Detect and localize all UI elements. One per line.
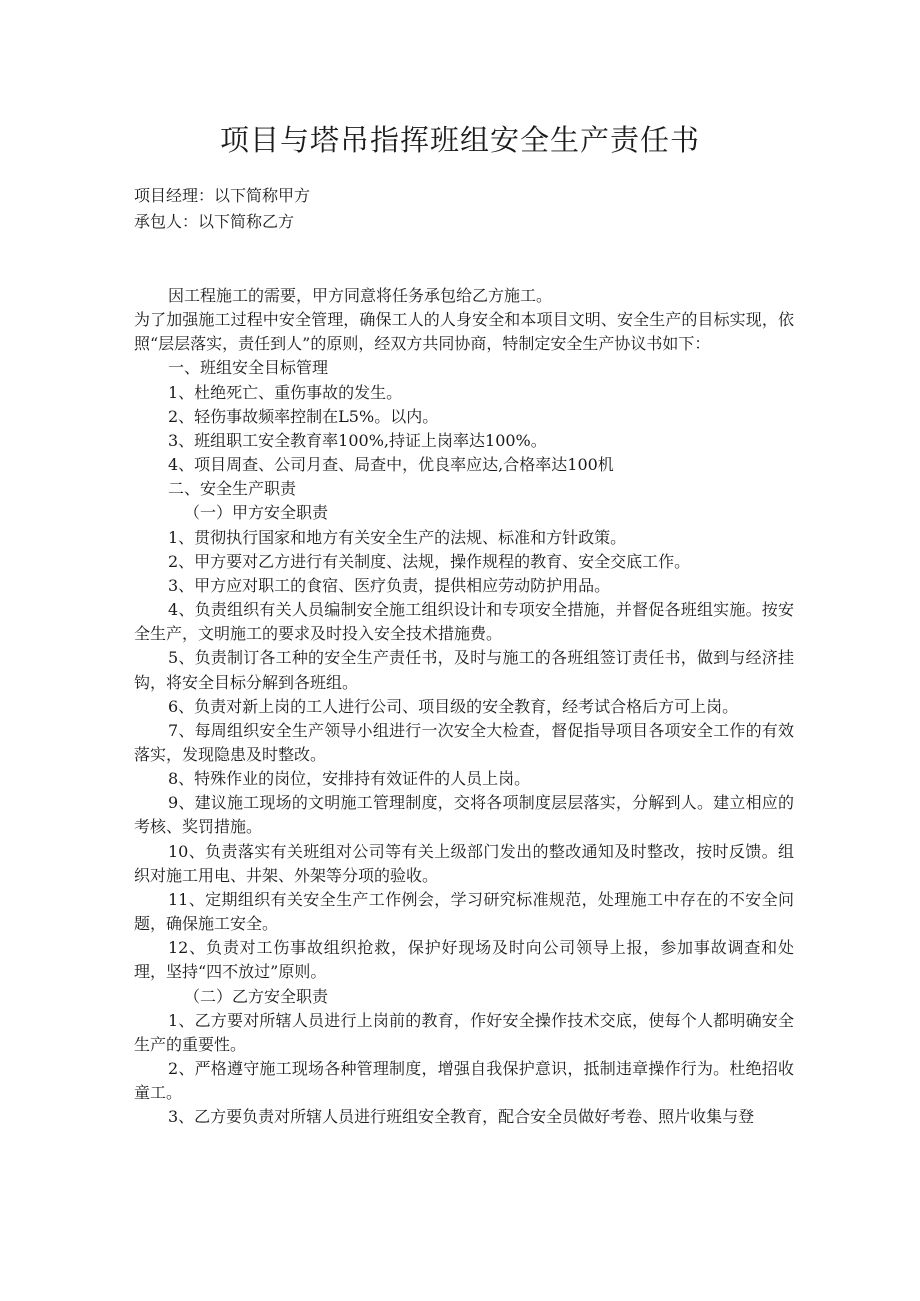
party-a-duty-item: 8、特殊作业的岗位，安排持有效证件的人员上岗。	[168, 769, 531, 789]
party-a-duty-item: 12、负责对工伤事故组织抢救，保护好现场及时向公司领导上报，参加事故调查和处理，坚持“四不放过”原则。	[134, 938, 794, 982]
goal-item: 2、轻伤事故频率控制在L5%。以内。	[168, 406, 439, 426]
party-a-duty-item: 11、定期组织有关安全生产工作例会，学习研究标准规范，处理施工中存在的不安全问题，确保施工安全。	[134, 889, 794, 934]
section-heading-goals: 一、班组安全目标管理	[168, 358, 329, 378]
party-a-duty-item: 3、甲方应对职工的食宿、医疗负责，提供相应劳动防护用品。	[168, 575, 611, 595]
party-a-line: 项目经理：以下简称甲方	[134, 186, 311, 205]
goal-item: 3、班组职工安全教育率100%,持证上岗率达100%。	[168, 430, 547, 450]
parties-block	[134, 183, 794, 235]
goal-item: 4、项目周查、公司月查、局查中，优良率应达,合格率达100机	[168, 455, 614, 475]
party-a-duty-item: 9、建议施工现场的文明施工管理制度，交将各项制度层层落实，分解到人。建立相应的考核、奖罚措施。	[134, 793, 794, 837]
section-heading-duties: 二、安全生产职责	[168, 479, 297, 499]
purpose-paragraph: 为了加强施工过程中安全管理，确保工人的人身安全和本项目文明、安全生产的目标实现，依照“层层落实，责任到人”的原则，经双方共同协商，特制定安全生产协议书如下：	[134, 310, 794, 354]
subsection-heading-party-b: （二）乙方安全职责	[184, 986, 329, 1006]
subsection-heading-party-a: （一）甲方安全职责	[184, 503, 329, 523]
party-a-duty-item: 10、负责落实有关班组对公司等有关上级部门发出的整改通知及时整改，按时反馈。组织对施工用电、井架、外架等分项的验收。	[134, 841, 794, 885]
document-body	[134, 284, 794, 1129]
document-title: 项目与塔吊指挥班组安全生产责任书	[219, 123, 700, 157]
party-a-duty-item: 7、每周组织安全生产领导小组进行一次安全大检查，督促指导项目各项安全工作的有效落实，发现隐患及时整改。	[134, 720, 794, 764]
party-a-duty-item: 2、甲方要对乙方进行有关制度、法规，操作规程的教育、安全交底工作。	[168, 551, 691, 571]
party-a-duty-item: 6、负责对新上岗的工人进行公司、项目级的安全教育，经考试合格后方可上岗。	[168, 696, 739, 716]
party-b-line: 承包人：以下简称乙方	[134, 212, 295, 231]
party-b-duty-item: 3、乙方要负责对所辖人员进行班组安全教育，配合安全员做好考卷、照片收集与登	[168, 1107, 755, 1127]
intro-paragraph: 因工程施工的需要，甲方同意将任务承包给乙方施工。	[168, 286, 553, 305]
party-a-duty-item: 1、贯彻执行国家和地方有关安全生产的法规、标准和方针政策。	[168, 527, 627, 547]
party-b-duty-item: 2、严格遵守施工现场各种管理制度，增强自我保护意识，抵制违章操作行为。杜绝招收童工。	[134, 1059, 794, 1103]
party-b-duty-item: 1、乙方要对所辖人员进行上岗前的教育，作好安全操作技术交底，使每个人都明确安全生产的重要性。	[134, 1010, 794, 1054]
party-a-duty-item: 4、负责组织有关人员编制安全施工组织设计和专项安全措施，并督促各班组实施。按安全生产，文明施工的要求及时投入安全技术措施费。	[134, 600, 794, 644]
goal-item: 1、杜绝死亡、重伤事故的发生。	[168, 382, 403, 402]
party-a-duty-item: 5、负责制订各工种的安全生产责任书，及时与施工的各班组签订责任书，做到与经济挂钩，将安全目标分解到各班组。	[134, 648, 794, 692]
